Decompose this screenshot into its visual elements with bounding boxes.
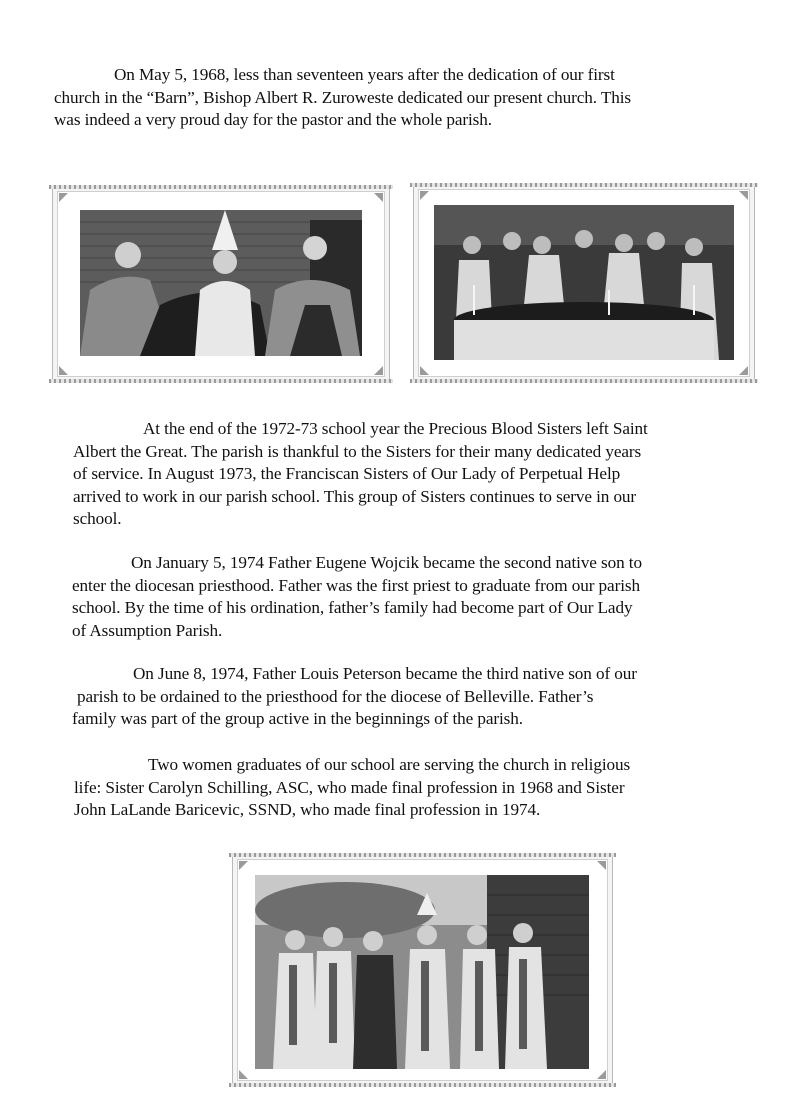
photo-frame-clergy-group [232,854,613,1086]
photo-bishop-blessing [80,210,362,356]
text-line: enter the diocesan priesthood. Father was the first priest to graduate from our parish [72,575,640,595]
paragraph-women-graduates [74,754,630,822]
paragraph-dedication-1968 [54,64,631,132]
photo-frame-bishop-blessing [52,186,390,382]
text-line: parish to be ordained to the priesthood for the diocese of Belleville. Father’s [77,686,594,706]
text-line: Two women graduates of our school are serving the church in religious [148,755,631,774]
paragraph-sisters-1973 [73,418,648,531]
text-line: church in the “Barn”, Bishop Albert R. Zuroweste dedicated our present church. This [54,87,632,107]
text-line: was indeed a very proud day for the pastor and the whole parish. [54,110,492,129]
photo-clergy-group [255,875,589,1069]
text-line: of Assumption Parish. [72,620,223,640]
text-line: life: Sister Carolyn Schilling, ASC, who made final profession in 1968 and Sister [74,777,625,797]
photo-frame-altar-consecration [413,184,755,382]
text-line: On June 8, 1974, Father Louis Peterson became the third native son of our [133,664,637,683]
text-line: school. [73,509,122,528]
paragraph-father-wojcik [72,552,642,642]
text-line: school. By the time of his ordination, father’s family had become part of Our Lady [72,598,633,617]
text-line: arrived to work in our parish school. This group of Sisters continues to serve in our [73,486,637,506]
text-line: Albert the Great. The parish is thankful to the Sisters for their many dedicated years [73,441,642,461]
text-line: John LaLande Baricevic, SSND, who made final profession in 1974. [74,800,541,819]
text-line: family was part of the group active in the beginnings of the parish. [72,709,523,728]
text-line: At the end of the 1972-73 school year the Precious Blood Sisters left Saint [143,419,648,438]
text-line: On January 5, 1974 Father Eugene Wojcik became the second native son to [131,553,642,572]
text-line: On May 5, 1968, less than seventeen years after the dedication of our first [114,65,615,84]
photo-altar-consecration [434,205,734,360]
paragraph-father-peterson [72,663,637,731]
text-line: of service. In August 1973, the Franciscan Sisters of Our Lady of Perpetual Help [73,464,621,483]
